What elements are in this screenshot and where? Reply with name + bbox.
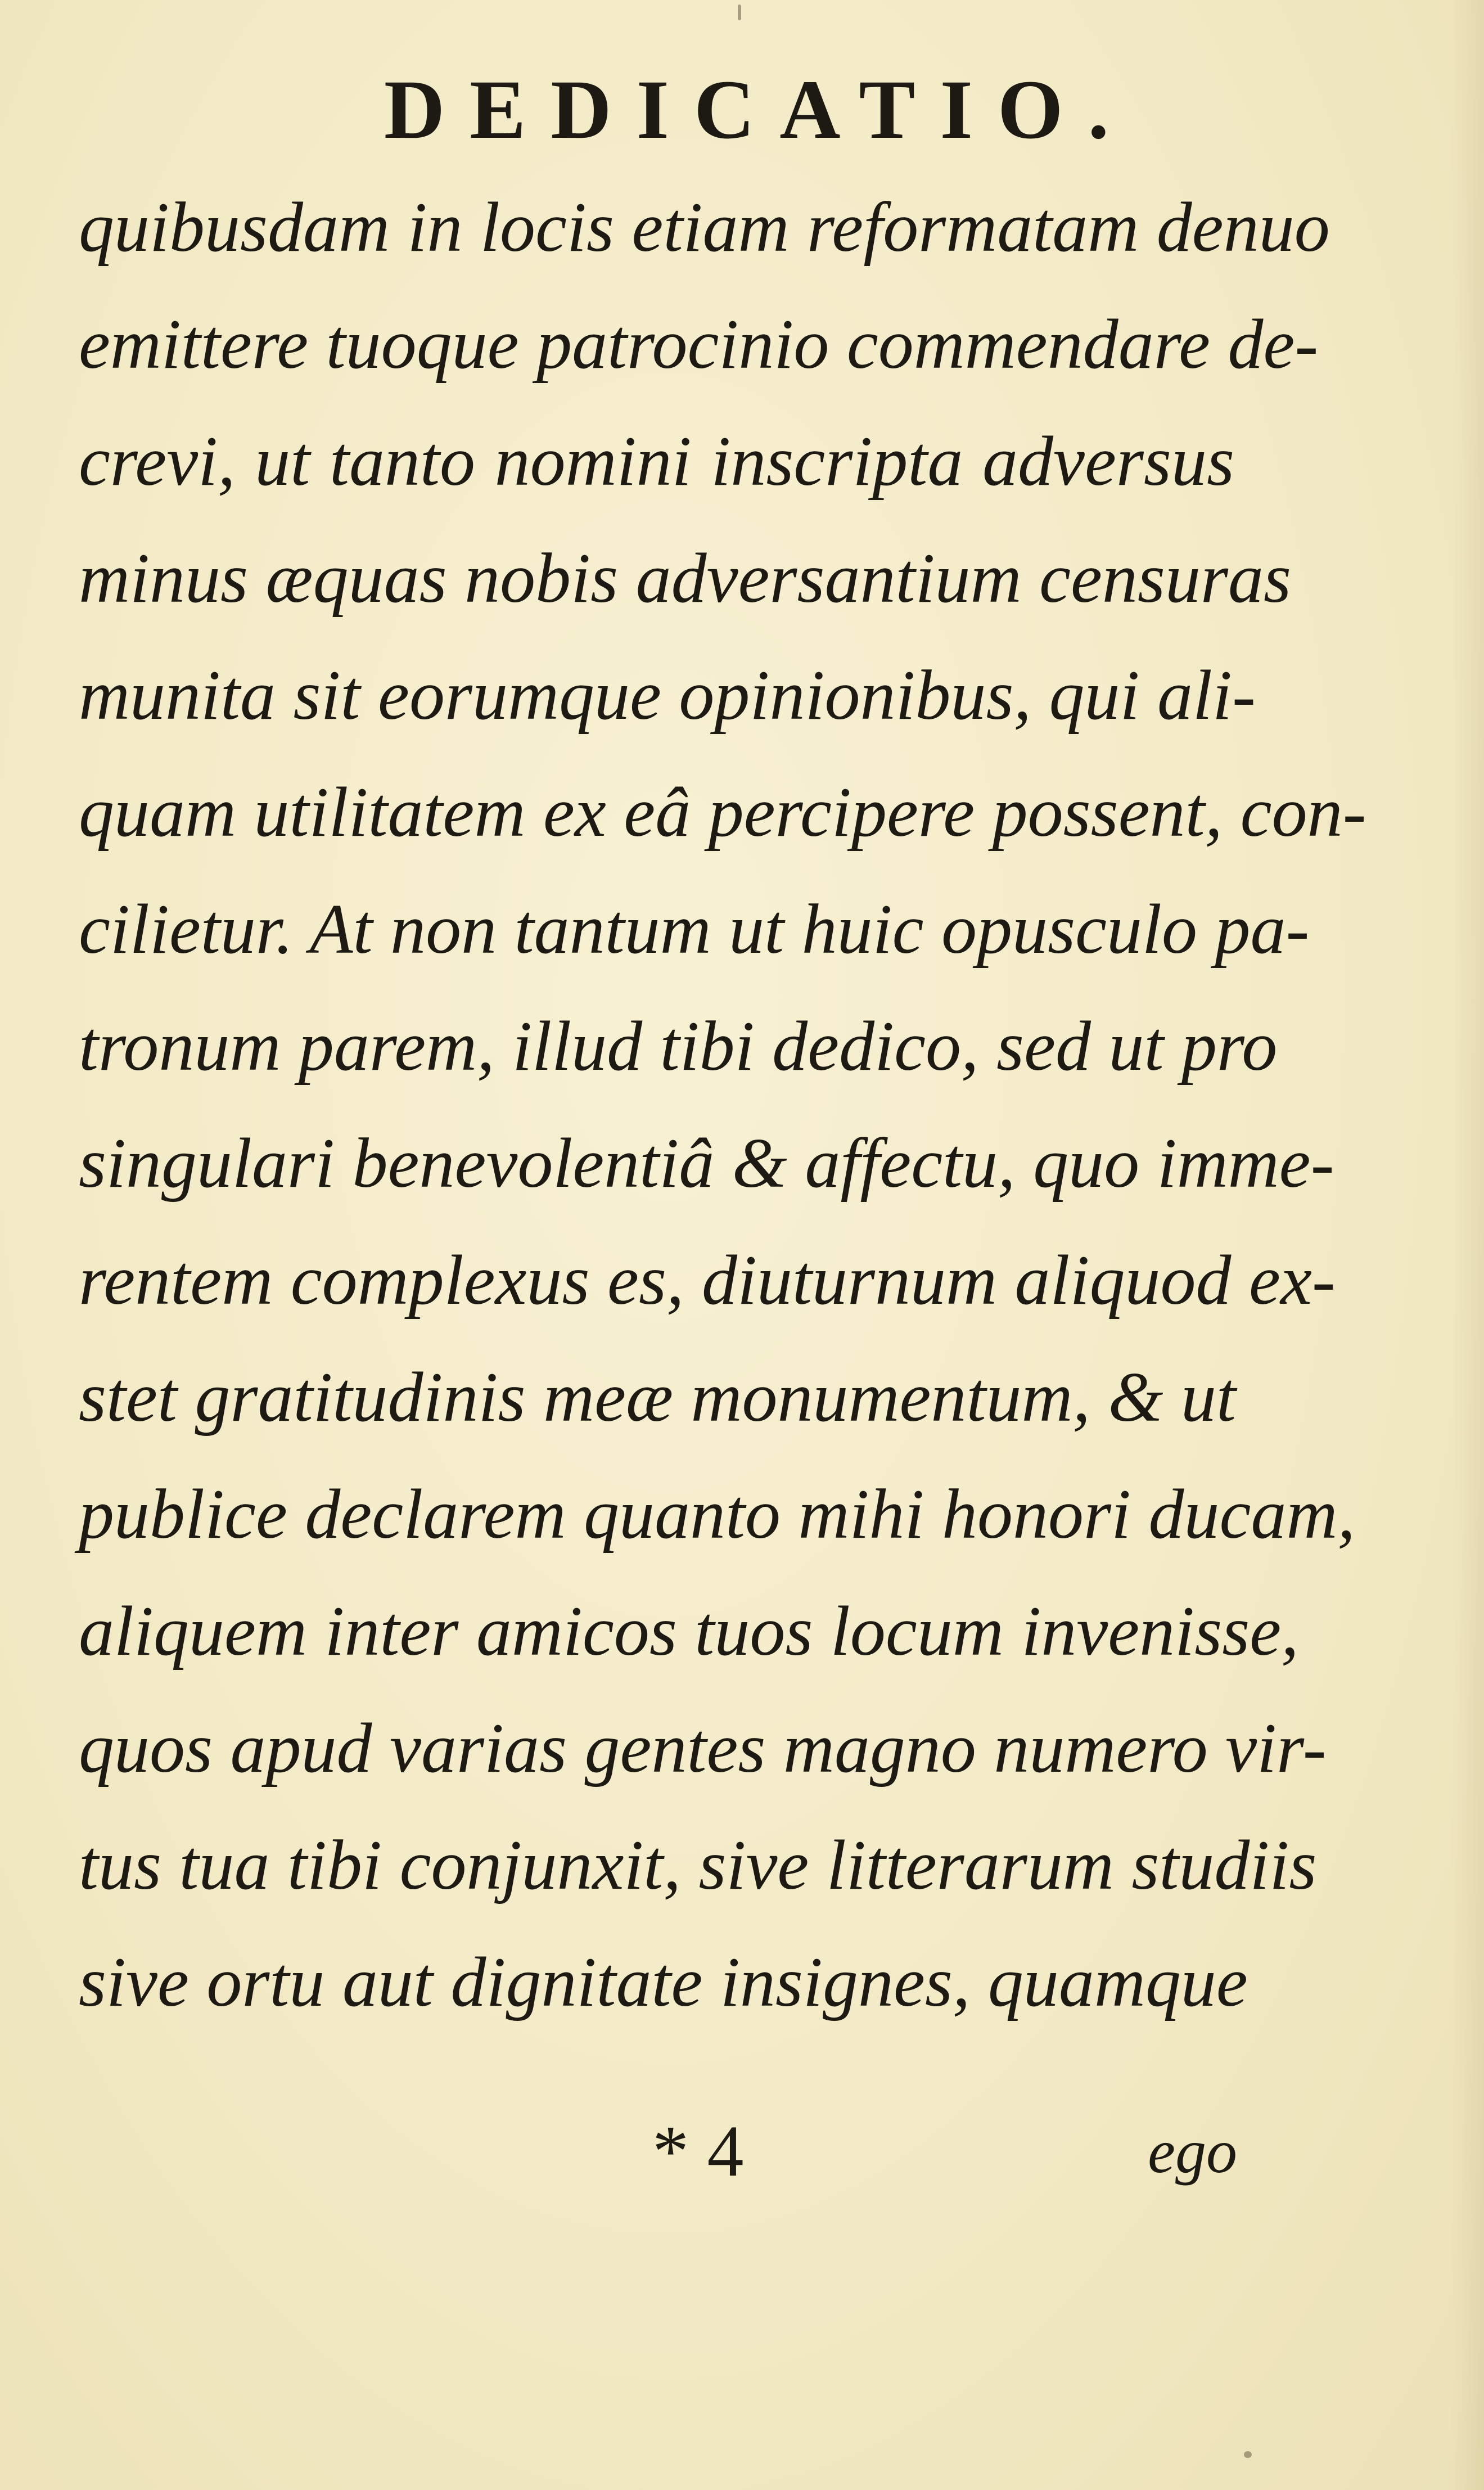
text-line-12: publice declarem quanto mihi honori ducam, (79, 1475, 1355, 1554)
text-line-6: quam utilitatem ex eâ percipere possent, con- (79, 773, 1366, 852)
text-line-7: cilietur. At non tantum ut huic opusculo pa- (79, 890, 1310, 969)
ink-speck (1244, 2451, 1252, 2458)
text-line-15: tus tua tibi conjunxit, sive litterarum studiis (79, 1826, 1317, 1904)
running-head: DEDICATIO. (384, 63, 1134, 156)
text-line-10: rentem complexus es, diuturnum aliquod ex- (79, 1241, 1336, 1320)
signature-mark: * 4 (652, 2111, 744, 2192)
text-line-13: aliquem inter amicos tuos locum invenisse, (79, 1592, 1299, 1670)
catchword: ego (1148, 2117, 1237, 2186)
text-line-1: quibusdam in locis etiam reformatam denuo (79, 188, 1330, 267)
text-line-4: minus æquas nobis adversantium censuras (79, 539, 1292, 618)
text-line-14: quos apud varias gentes magno numero vir- (79, 1709, 1327, 1787)
text-line-16: sive ortu aut dignitate insignes, quamque (79, 1943, 1248, 2021)
page-edge-shade (1450, 0, 1484, 2490)
text-line-8: tronum parem, illud tibi dedico, sed ut pro (79, 1007, 1278, 1086)
text-line-5: munita sit eorumque opinionibus, qui ali- (79, 656, 1256, 735)
ink-speck (738, 4, 741, 20)
text-line-2: emittere tuoque patrocinio commendare de- (79, 305, 1319, 384)
text-line-11: stet gratitudinis meæ monumentum, & ut (79, 1358, 1236, 1437)
text-line-3: crevi, ut tanto nomini inscripta adversus (79, 422, 1234, 501)
text-line-9: singulari benevolentiâ & affectu, quo imme- (79, 1124, 1334, 1203)
